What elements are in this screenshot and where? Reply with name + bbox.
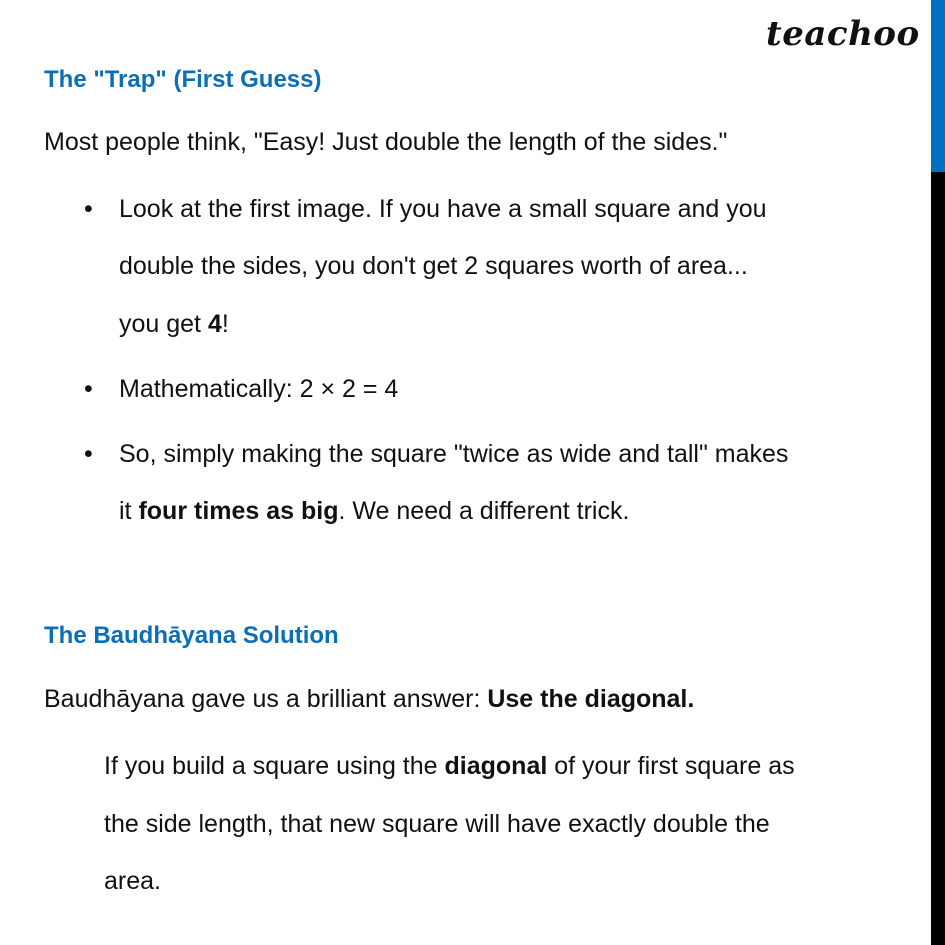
list-item-text: Look at the first image. If you have a small square and you bbox=[119, 195, 767, 223]
explanation-line: the side length, that new square will have exactly double the bbox=[104, 810, 770, 838]
emphasis: Use the diagonal. bbox=[487, 685, 695, 713]
emphasis: 4 bbox=[207, 310, 222, 338]
bullet-icon: • bbox=[84, 195, 93, 223]
accent-bar-black bbox=[931, 172, 945, 945]
list-item-text: Mathematically: 2 × 2 = 4 bbox=[119, 375, 399, 403]
bullet-icon: • bbox=[84, 375, 93, 403]
list-item-text: it four times as big. We need a different trick. bbox=[119, 497, 630, 525]
explanation-line: area. bbox=[104, 867, 161, 895]
section-heading-solution: The Baudhāyana Solution bbox=[44, 622, 339, 649]
emphasis: four times as big bbox=[138, 497, 339, 525]
list-item-text: double the sides, you don't get 2 squares worth of area... bbox=[119, 252, 748, 280]
teachoo-logo: teachoo bbox=[766, 14, 920, 54]
section-heading-trap: The "Trap" (First Guess) bbox=[44, 66, 322, 93]
list-item-text: So, simply making the square "twice as wide and tall" makes bbox=[119, 440, 789, 468]
bullet-icon: • bbox=[84, 440, 93, 468]
intro-paragraph: Most people think, "Easy! Just double the length of the sides." bbox=[44, 128, 728, 156]
accent-bar-blue bbox=[931, 0, 945, 172]
solution-intro: Baudhāyana gave us a brilliant answer: Use the diagonal. bbox=[44, 685, 695, 713]
explanation-line: If you build a square using the diagonal of your first square as bbox=[104, 752, 795, 780]
list-item-text: you get 4! bbox=[119, 310, 229, 338]
emphasis: diagonal bbox=[444, 752, 548, 780]
